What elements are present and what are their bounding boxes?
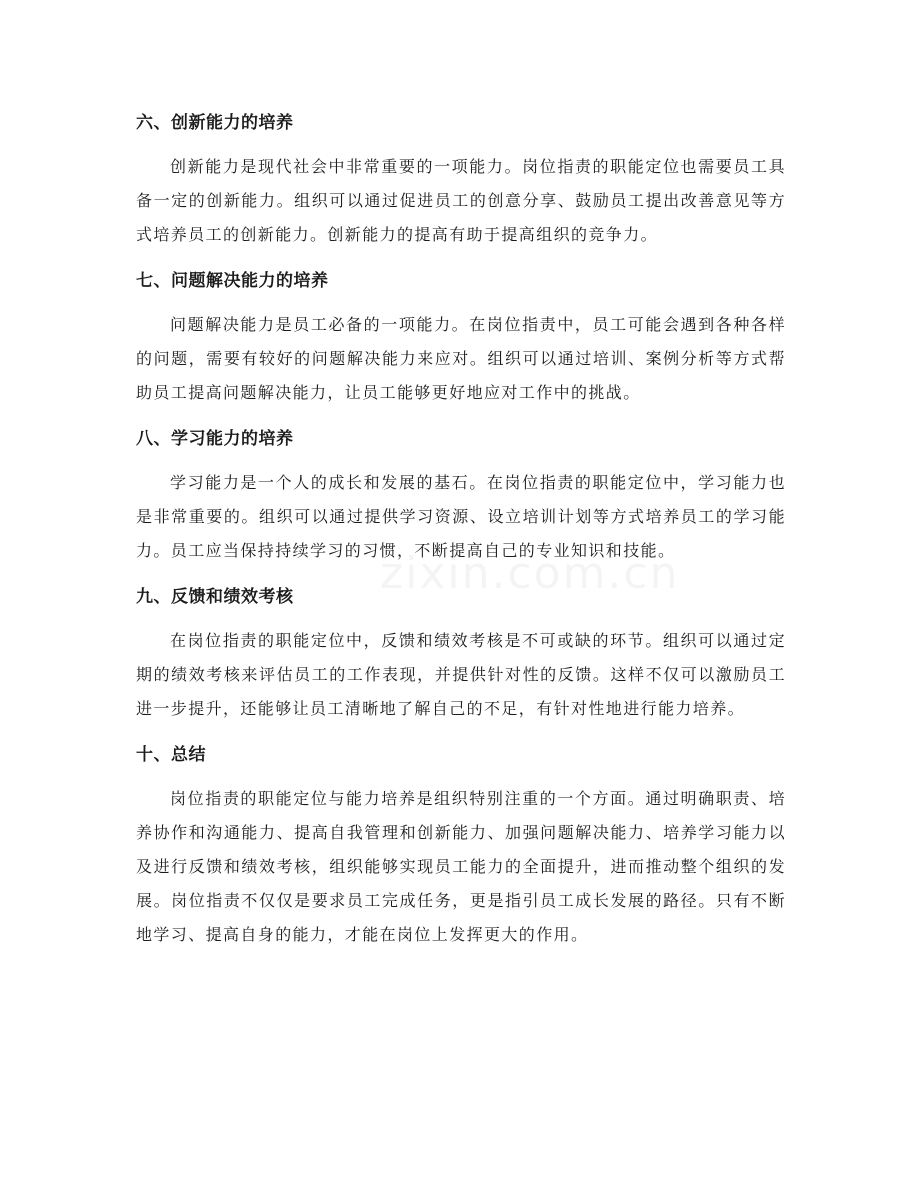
section-title-10: 十、总结 (136, 745, 206, 765)
section-body-7: 问题解决能力是员工必备的一项能力。在岗位指责中，员工可能会遇到各种各样的问题，需要有较好的问题解决能力来应对。组织可以通过培训、案例分析等方式帮助员工提高问题解决能力，让员工能够更好地应对工作中的挑战。 (136, 315, 786, 402)
section-title-9: 九、反馈和绩效考核 (136, 587, 294, 607)
section-body-9: 在岗位指责的职能定位中，反馈和绩效考核是不可或缺的环节。组织可以通过定期的绩效考核来评估员工的工作表现，并提供针对性的反馈。这样不仅可以激励员工进一步提升，还能够让员工清晰地了解自己的不足，有针对性地进行能力培养。 (136, 631, 786, 718)
section-title-8: 八、学习能力的培养 (136, 429, 294, 449)
section-body-8: 学习能力是一个人的成长和发展的基石。在岗位指责的职能定位中，学习能力也是非常重要的。组织可以通过提供学习资源、设立培训计划等方式培养员工的学习能力。员工应当保持持续学习的习惯，不断提高自己的专业知识和技能。 (136, 473, 786, 560)
section-body-6: 创新能力是现代社会中非常重要的一项能力。岗位指责的职能定位也需要员工具备一定的创新能力。组织可以通过促进员工的创意分享、鼓励员工提出改善意见等方式培养员工的创新能力。创新能力的提高有助于提高组织的竞争力。 (136, 157, 786, 244)
section-title-7: 七、问题解决能力的培养 (136, 271, 329, 291)
section-body-10: 岗位指责的职能定位与能力培养是组织特别注重的一个方面。通过明确职责、培养协作和沟通能力、提高自我管理和创新能力、加强问题解决能力、培养学习能力以及进行反馈和绩效考核，组织能够实现员工能力的全面提升，进而推动整个组织的发展。岗位指责不仅仅是要求员工完成任务，更是指引员工成长发展的路径。只有不断地学习、提高自身的能力，才能在岗位上发挥更大的作用。 (136, 789, 786, 944)
document-content (136, 106, 786, 964)
section-title-6: 六、创新能力的培养 (136, 113, 294, 133)
